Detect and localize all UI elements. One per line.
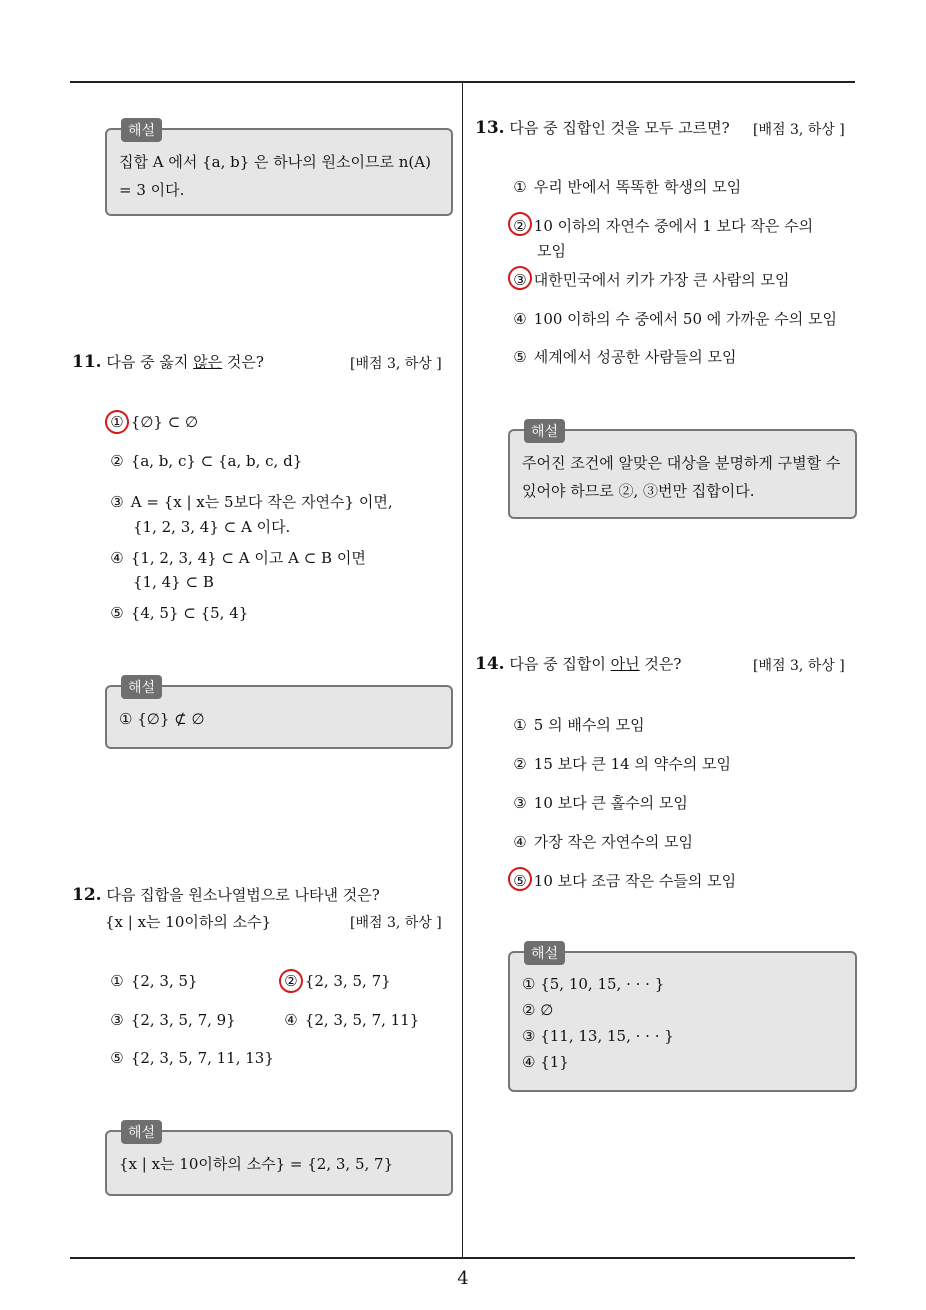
question-14-meta: [배점 3, 하상 ] [753,658,845,674]
question-number: 13. [475,118,505,138]
solution-tag: 해설 [121,118,162,142]
q14-option-3[interactable]: ③ 10 보다 큰 홀수의 모임 [513,794,688,812]
question-11-meta: [배점 3, 하상 ] [350,356,442,372]
solution-tag: 해설 [524,941,565,965]
q11-option-3[interactable]: ③ A = {x | x는 5보다 작은 자연수} 이면, [110,493,393,511]
question-number: 14. [475,654,505,674]
q11-option-1[interactable]: ① {∅} ⊂ ∅ [110,413,199,431]
q11-option-4[interactable]: ④ {1, 2, 3, 4} ⊂ A 이고 A ⊂ B 이면 [110,549,366,567]
q14-option-5[interactable]: ⑤ 10 보다 조금 작은 수들의 모임 [513,872,737,890]
question-11 [72,351,264,372]
q14-option-4[interactable]: ④ 가장 작은 자연수의 모임 [513,833,693,851]
q11-option-2[interactable]: ② {a, b, c} ⊂ {a, b, c, d} [110,452,303,470]
q13-option-5[interactable]: ⑤ 세계에서 성공한 사람들의 모임 [513,348,737,366]
q14-option-2[interactable]: ② 15 보다 큰 14 의 약수의 모임 [513,755,731,773]
solution-line: ③ {11, 13, 15, · · · } [522,1027,674,1045]
q13-option-3[interactable]: ③ 대한민국에서 키가 가장 큰 사람의 모임 [513,271,790,289]
page-number: 4 [457,1268,469,1289]
q13-option-2[interactable]: ② 10 이하의 자연수 중에서 1 보다 작은 수의 [513,217,814,235]
q14-solution-box [508,946,857,1092]
q13-option-1[interactable]: ① 우리 반에서 똑똑한 학생의 모임 [513,178,742,196]
solution-text: ① {∅} ⊄ ∅ [119,710,205,728]
bottom-rule [70,1257,855,1259]
solution-line: ④ {1} [522,1053,569,1071]
q11-solution-box [105,680,453,749]
solution-text: 주어진 조건에 알맞은 대상을 분명하게 구별할 수 있어야 하므로 ②, ③번만 집합이다. [522,454,841,500]
question-text: 다음 중 집합인 것을 모두 고르면? [509,119,730,137]
previous-solution-box [105,123,453,216]
solution-tag: 해설 [121,675,162,699]
question-14 [475,653,681,674]
question-12-set: {x | x는 10이하의 소수} [105,913,272,931]
q12-option-4[interactable]: ④ {2, 3, 5, 7, 11} [284,1011,420,1029]
column-divider [462,83,463,1258]
question-text: 다음 집합을 원소나열법으로 나타낸 것은? [106,886,380,904]
q11-option-5[interactable]: ⑤ {4, 5} ⊂ {5, 4} [110,604,249,622]
q12-option-5[interactable]: ⑤ {2, 3, 5, 7, 11, 13} [110,1049,274,1067]
question-text: 다음 중 옳지 않은 것은? [106,353,264,371]
solution-tag: 해설 [121,1120,162,1144]
question-12-meta: [배점 3, 하상 ] [350,915,442,931]
solution-tag: 해설 [524,419,565,443]
question-13-meta: [배점 3, 하상 ] [753,122,845,138]
q12-solution-box [105,1125,453,1196]
solution-text [522,971,843,1075]
q13-option-4[interactable]: ④ 100 이하의 수 중에서 50 에 가까운 수의 모임 [513,310,837,328]
q11-option-4-line2: {1, 4} ⊂ B [133,573,214,591]
q13-solution-box [508,424,857,519]
question-13 [475,117,730,138]
question-number: 11. [72,352,102,372]
q11-option-3-line2: {1, 2, 3, 4} ⊂ A 이다. [133,518,291,536]
solution-text: {x | x는 10이하의 소수} = {2, 3, 5, 7} [119,1155,394,1173]
solution-line: ① {5, 10, 15, · · · } [522,975,665,993]
q14-option-1[interactable]: ① 5 의 배수의 모임 [513,716,645,734]
solution-line: ② ∅ [522,1001,554,1019]
question-text: 다음 중 집합이 아닌 것은? [509,655,682,673]
q12-option-1[interactable]: ① {2, 3, 5} [110,972,198,990]
solution-text: 집합 A 에서 {a, b} 은 하나의 원소이므로 n(A) = 3 이다. [119,153,431,199]
q12-option-3[interactable]: ③ {2, 3, 5, 7, 9} [110,1011,236,1029]
question-12 [72,884,380,905]
question-number: 12. [72,885,102,905]
q13-option-2-line2: 모임 [537,242,566,260]
q12-option-2[interactable]: ② {2, 3, 5, 7} [284,972,391,990]
